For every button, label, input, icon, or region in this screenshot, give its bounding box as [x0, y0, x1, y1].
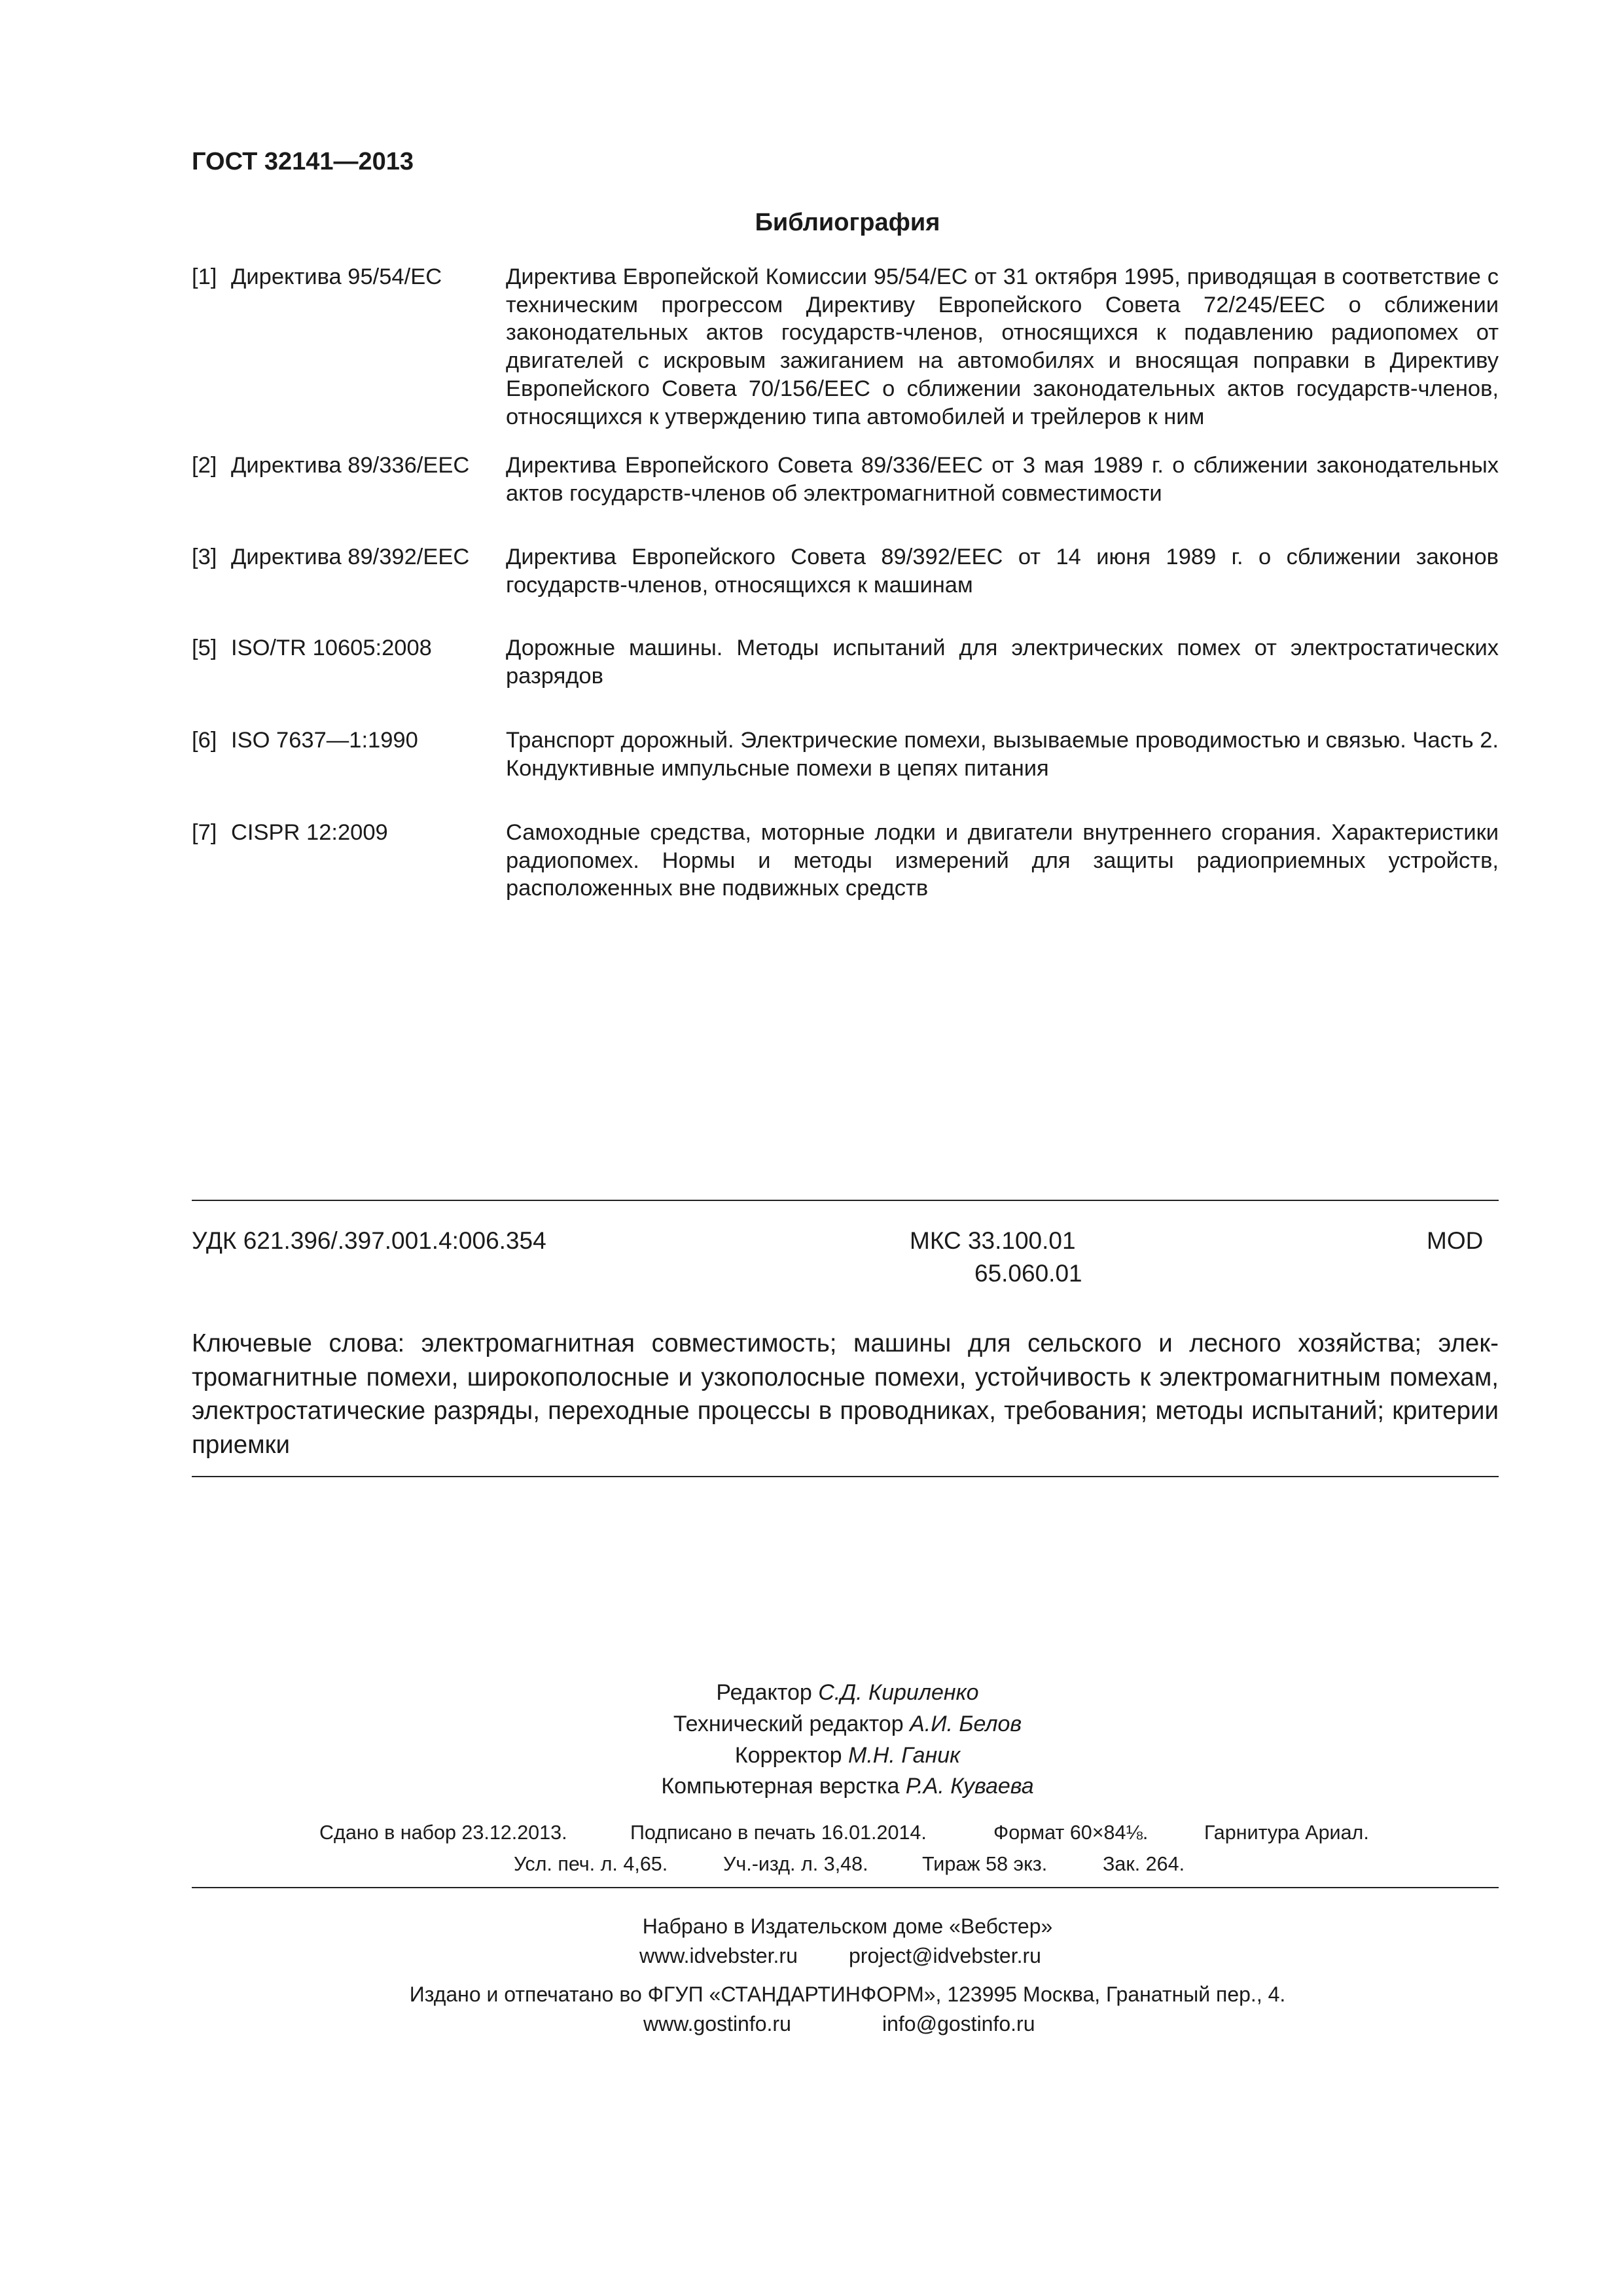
entry-document-id: CISPR 12:2009 — [231, 820, 388, 845]
udk-code: УДК 621.396/.397.001.4:006.354 — [192, 1227, 546, 1254]
entry-number: [1] — [192, 264, 217, 289]
mod-label: MOD — [1427, 1227, 1484, 1254]
entry-number: [2] — [192, 453, 217, 478]
bottom-rule — [192, 1476, 1499, 1477]
credit-name: С.Д. Кириленко — [818, 1680, 979, 1705]
imprint-circulation: Тираж 58 экз. — [922, 1853, 1048, 1875]
typeset-website-link[interactable]: www.idvebster.ru — [639, 1944, 798, 1967]
imprint-rule — [192, 1887, 1499, 1888]
mks-code-2: 65.060.01 — [974, 1260, 1082, 1287]
credit-technical-editor — [0, 1710, 1623, 1738]
entry-description: Дорожные машины. Методы испытаний для электрических помех от электростатических разрядов — [506, 636, 1499, 689]
credit-corrector — [0, 1742, 1623, 1769]
credit-name: Р.А. Куваева — [905, 1774, 1034, 1799]
entry-document-id: Директива 89/392/EEC — [231, 545, 470, 569]
top-rule — [192, 1200, 1499, 1201]
imprint-edition-sheets: Уч.-изд. л. 3,48. — [723, 1853, 868, 1875]
credit-name: А.И. Белов — [910, 1712, 1022, 1736]
standard-number: ГОСТ 32141—2013 — [192, 148, 414, 175]
entry-number: [5] — [192, 636, 217, 660]
typeset-email-link[interactable]: project@idvebster.ru — [849, 1944, 1041, 1967]
entry-document-id: ISO/TR 10605:2008 — [231, 636, 432, 660]
entry-description: Директива Европейского Совета 89/392/EEC от 14 июня 1989 г. о сближении законов государств-членов, относящихся к машинам — [506, 545, 1499, 598]
credit-role: Компьютерная верстка — [661, 1774, 900, 1799]
publisher-website-link[interactable]: www.gostinfo.ru — [643, 2012, 791, 2036]
publisher-line: Издано и отпечатано во ФГУП «СТАНДАРТИНФОРМ», 123995 Москва, Гранатный пер., 4. — [409, 1982, 1286, 2006]
credit-name: М.Н. Ганик — [848, 1743, 961, 1768]
credit-role: Редактор — [716, 1680, 812, 1705]
entry-document-id: ISO 7637—1:1990 — [231, 728, 418, 753]
keywords: Ключевые слова: электромагнитная совместимость; машины для сельского и лесного хозяйства; электромагнитные помехи, широкополосные и узкополосные помехи, устойчивость к электромагнитным помехам, электростатические разряды, переходные процессы в проводниках, требования; методы испытаний; критерии приемки — [192, 1329, 1499, 1459]
entry-number: [3] — [192, 545, 217, 569]
imprint-signed: Подписано в печать 16.01.2014. — [630, 1821, 927, 1844]
entry-number: [6] — [192, 728, 217, 753]
credit-layout — [0, 1772, 1623, 1800]
typeset-line: Набрано в Издательском доме «Вебстер» — [642, 1914, 1053, 1938]
imprint-order: Зак. 264. — [1103, 1853, 1185, 1875]
imprint-format: Формат 60×84⅛. — [993, 1821, 1149, 1844]
imprint-submitted: Сдано в набор 23.12.2013. — [319, 1821, 567, 1844]
imprint-typeface: Гарнитура Ариал. — [1204, 1821, 1369, 1844]
credit-role: Технический редактор — [673, 1712, 904, 1736]
bibliography-title: Библиография — [755, 209, 940, 236]
imprint-print-sheets: Усл. печ. л. 4,65. — [514, 1853, 668, 1875]
entry-document-id: Директива 95/54/EC — [231, 264, 442, 289]
entry-number: [7] — [192, 820, 217, 845]
credit-editor — [0, 1679, 1623, 1706]
entry-description: Транспорт дорожный. Электрические помехи, вызываемые проводимостью и связью. Часть 2. Кондуктивные импульсные помехи в цепях питания — [506, 728, 1499, 781]
entry-description: Директива Европейского Совета 89/336/EEC от 3 мая 1989 г. о сближении законодательных актов государств-членов об электромагнитной совместимости — [506, 453, 1499, 506]
mks-code-1: МКС 33.100.01 — [910, 1227, 1076, 1254]
credit-role: Корректор — [734, 1743, 842, 1768]
publisher-email-link[interactable]: info@gostinfo.ru — [882, 2012, 1035, 2036]
entry-description: Директива Европейской Комиссии 95/54/EC от 31 октября 1995, приводящая в соответствие с техническим прогрессом Директиву Европейского Совета 72/245/EEC о сближении законодательных актов государств-членов, относящихся к подавлению радиопомех от двигателей с искровым зажиганием на автомобилях и вносящая поправки в Директиву Европейского Совета 70/156/EEC о сближении законодательных актов государств-членов, относящихся к утверждению типа автомобилей и трейлеров к ним — [506, 264, 1499, 429]
entry-description: Самоходные средства, моторные лодки и двигатели внутреннего сгорания. Характеристики радиопомех. Нормы и методы измерений для защиты радиоприемных устройств, расположенных вне подвижных средств — [506, 820, 1499, 901]
entry-document-id: Директива 89/336/EEC — [231, 453, 470, 478]
